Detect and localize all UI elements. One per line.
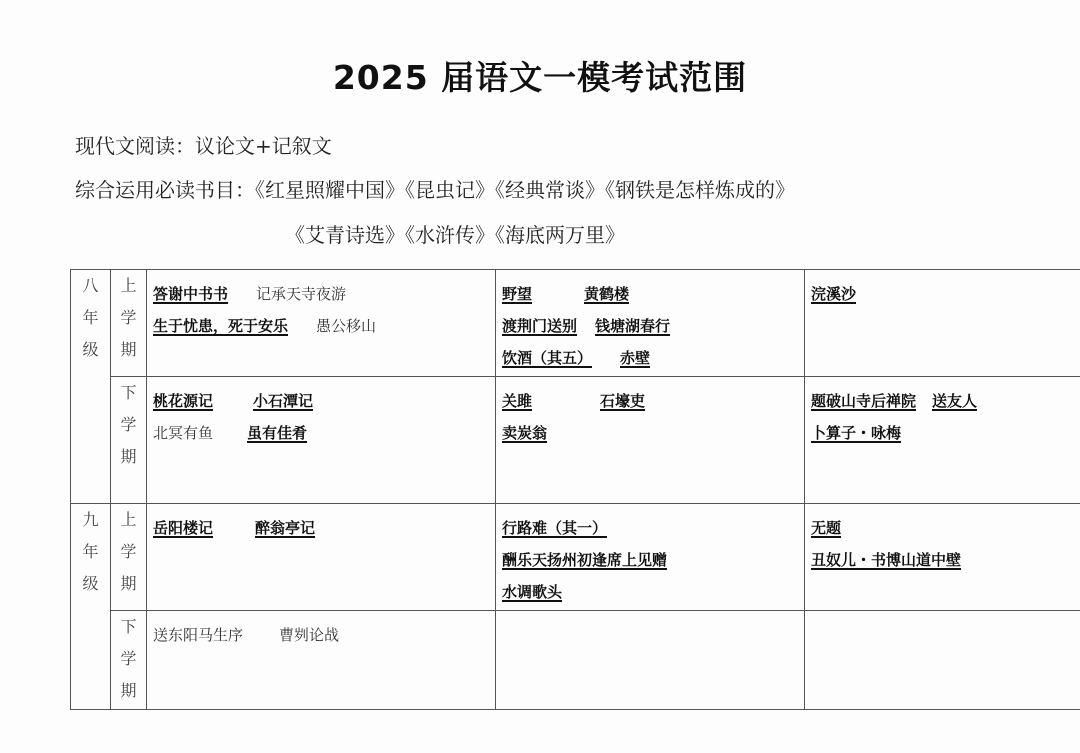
grade-8-label: 八 年 级 [71,270,111,504]
text-item: 渡荆门送别 [502,317,578,335]
text-item: 黄鹤楼 [584,285,630,303]
text-item: 答谢中书书 [153,285,229,303]
text-item: 醉翁亭记 [255,519,316,537]
text-item: 送友人 [932,392,978,410]
g8-lower-classical-cell [147,377,496,504]
required-books-line-1: 综合运用必读书目：《红星照耀中国》《昆虫记》《经典常谈》《钢铁是怎样炼成的》 [75,178,795,202]
g8-upper-ci-cell [805,270,1080,377]
g8-upper-classical-cell [147,270,496,377]
text-item: 愚公移山 [316,317,377,335]
term-lower-label: 下 学 期 [111,611,147,710]
g9-lower-classical-cell [147,611,496,710]
text-item: 关雎 [502,392,533,410]
table-row [71,504,1080,611]
text-item: 赤壁 [620,349,651,367]
text-item: 水调歌头 [502,583,563,601]
text-item: 送东阳马生序 [153,626,244,644]
text-item: 小石潭记 [253,392,314,410]
modern-reading-line: 现代文阅读：议论文+记叙文 [75,134,332,158]
required-books-line-2: 《艾青诗选》《水浒传》《海底两万里》 [285,223,625,247]
text-item: 钱塘湖春行 [595,317,671,335]
text-item: 记承天寺夜游 [256,285,347,303]
g9-lower-poems-cell [496,611,805,710]
text-item: 岳阳楼记 [153,519,214,537]
text-item: 无题 [811,519,842,537]
grade-9-label: 九 年 级 [71,504,111,710]
table-row [71,377,1080,504]
document-title: 2025 届语文一模考试范围 [332,58,748,97]
g9-upper-poems-cell [496,504,805,611]
text-item: 虽有佳肴 [247,424,308,442]
text-item: 丑奴儿・书博山道中壁 [811,551,962,569]
g8-upper-poems-cell [496,270,805,377]
text-item: 卜算子・咏梅 [811,424,902,442]
table-row [71,270,1080,377]
exam-scope-table [70,269,1080,710]
g9-upper-classical-cell [147,504,496,611]
g8-lower-ci-cell [805,377,1080,504]
text-item: 行路难（其一） [502,519,608,537]
text-item: 题破山寺后禅院 [811,392,917,410]
text-item: 野望 [502,285,533,303]
g9-lower-ci-cell [805,611,1080,710]
term-upper-label: 上 学 期 [111,504,147,611]
text-item: 酬乐天扬州初逢席上见赠 [502,551,668,569]
text-item: 石壕吏 [600,392,646,410]
text-item: 卖炭翁 [502,424,548,442]
term-upper-label: 上 学 期 [111,270,147,377]
text-item: 饮酒（其五） [502,349,593,367]
table-row [71,611,1080,710]
term-lower-label: 下 学 期 [111,377,147,504]
text-item: 北冥有鱼 [153,424,214,442]
text-item: 桃花源记 [153,392,214,410]
text-item: 生于忧患，死于安乐 [153,317,289,335]
g8-lower-poems-cell [496,377,805,504]
g9-upper-ci-cell [805,504,1080,611]
text-item: 浣溪沙 [811,285,857,303]
text-item: 曹刿论战 [279,626,340,644]
